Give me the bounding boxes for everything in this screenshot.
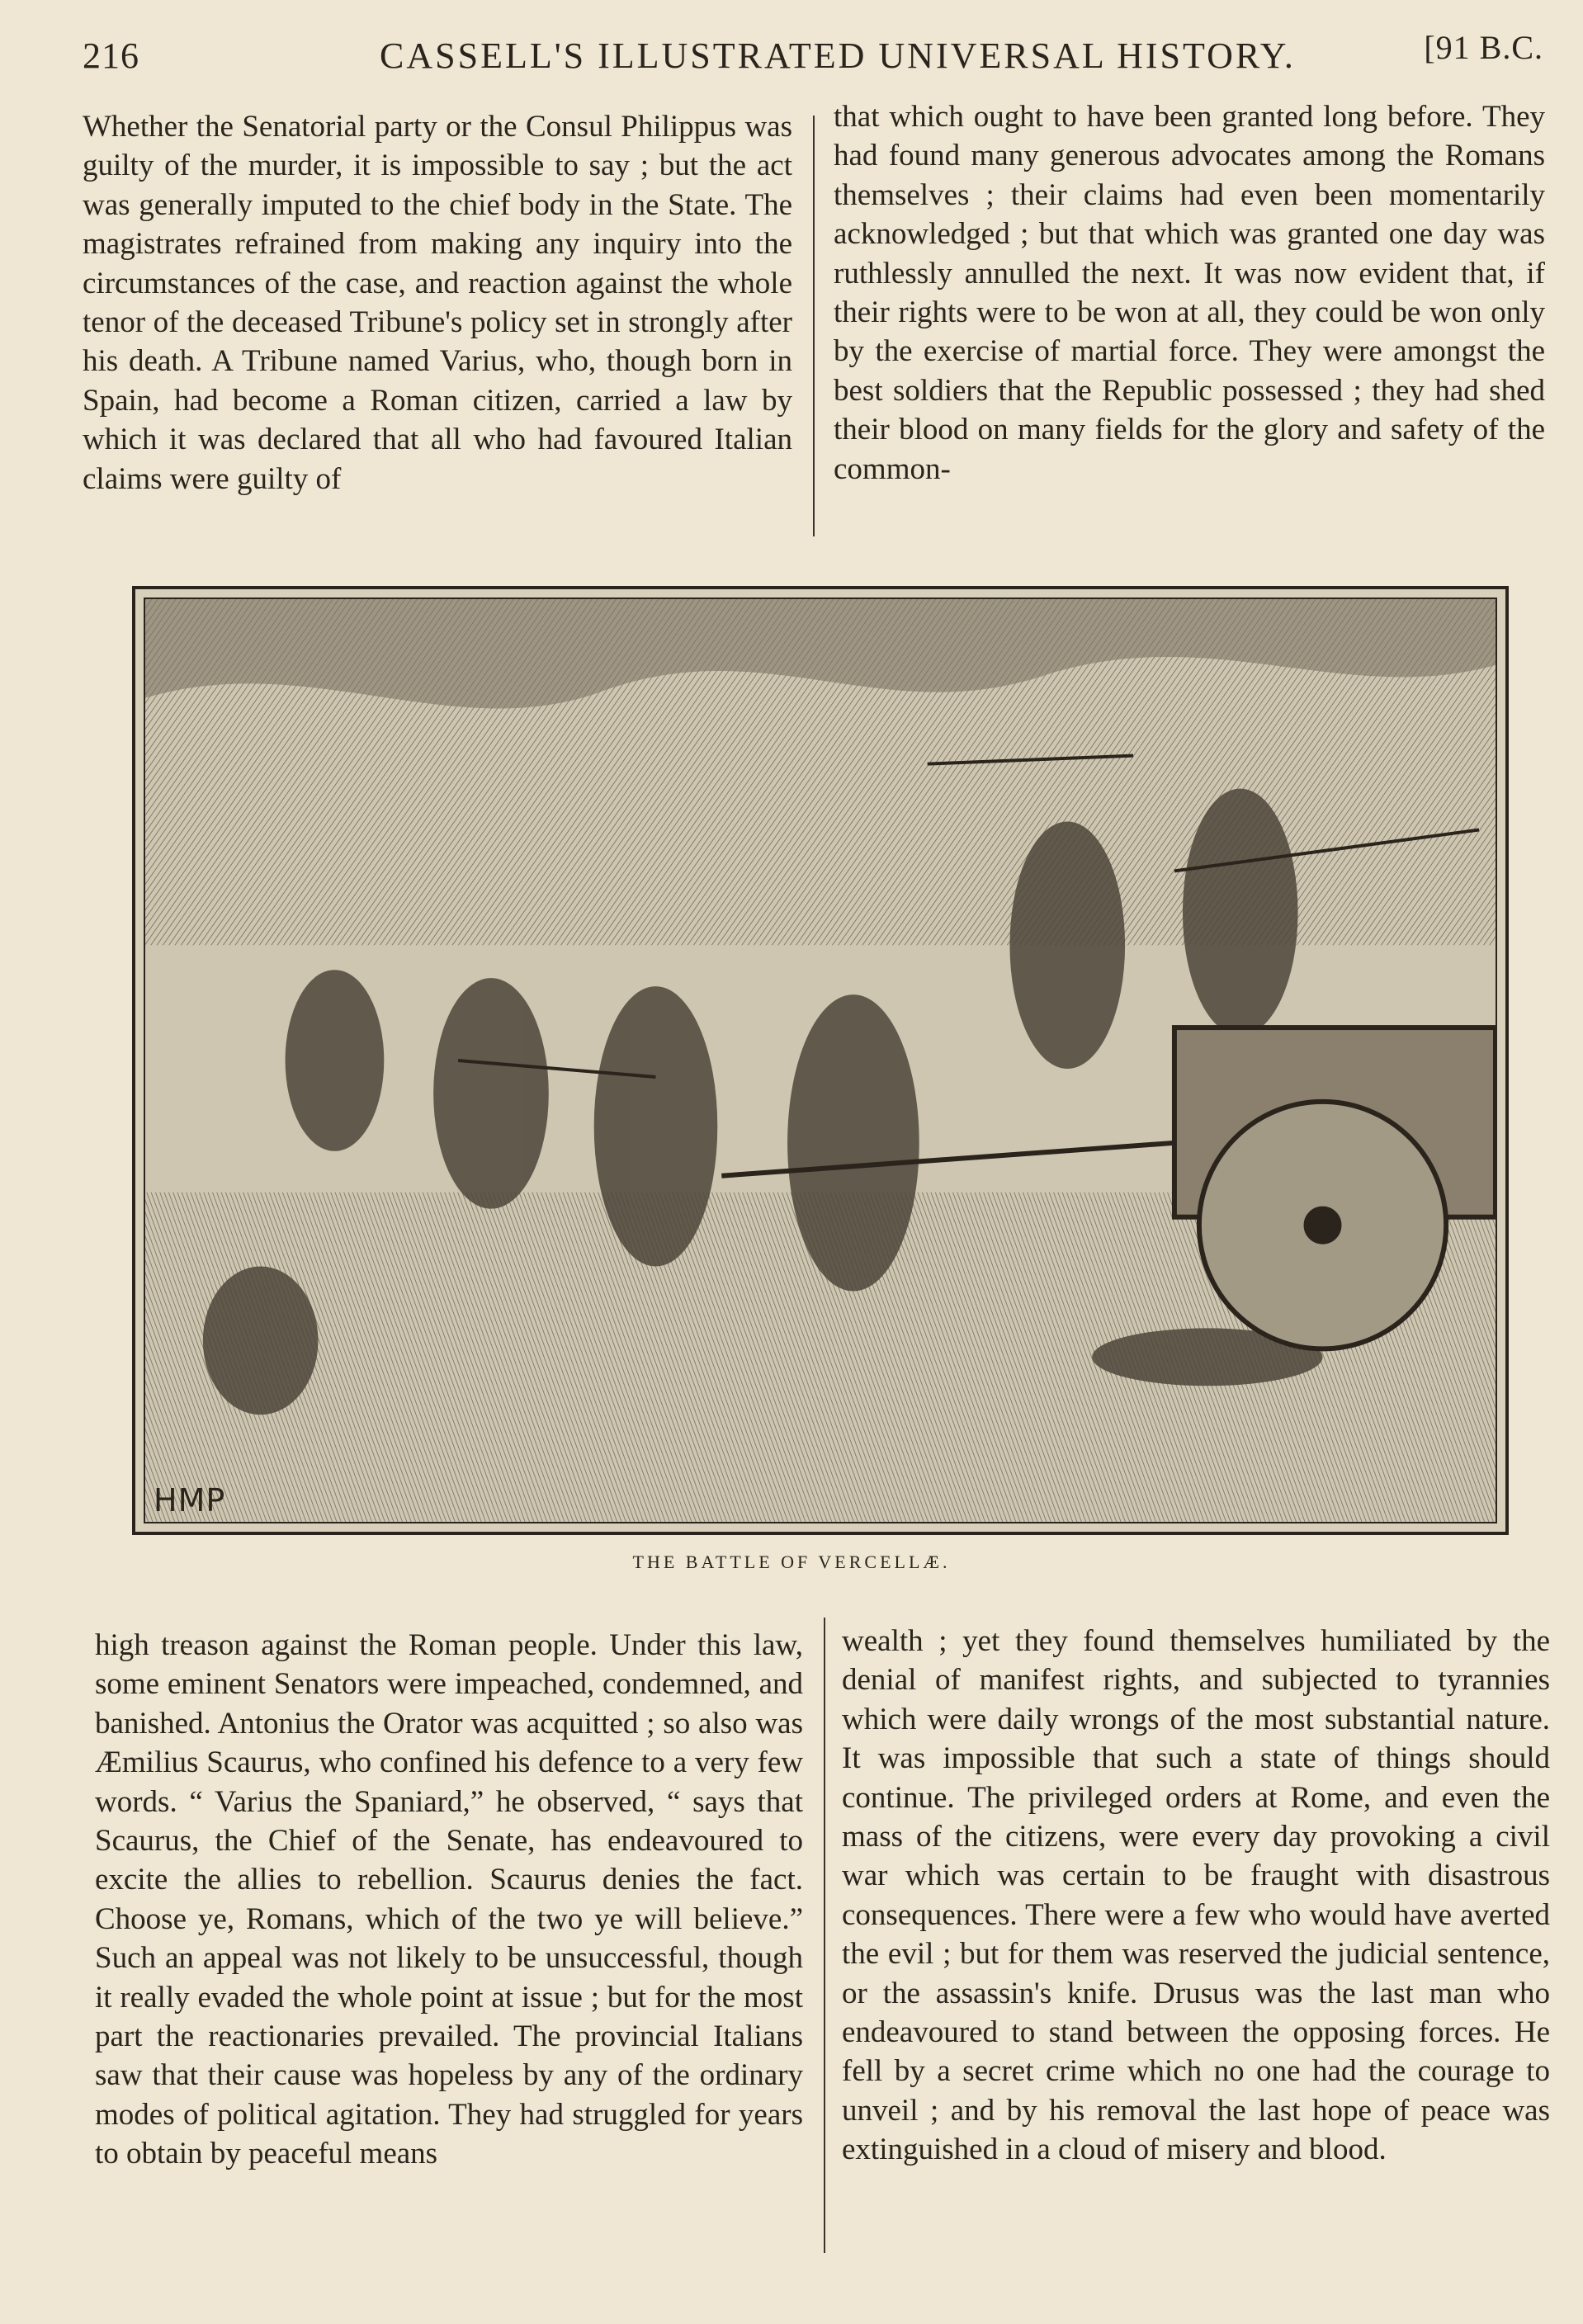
illustration-frame xyxy=(144,598,1497,1523)
text-column-bottom-left: high treason against the Roman people. Under this law, some eminent Senators were impeached, condemned, and banished. Antonius the Orator was acquitted ; so also was Æmilius Scaurus, who confined his defence to a very few words. “ Varius the Spaniard,” he observed, “ says that Scaurus, the Chief of the Senate, has endeavoured to excite the allies to rebellion. Scaurus denies the fact. Choose ye, Romans, which of the two ye will believe.” Such an appeal was not likely to be unsuccessful, though it really evaded the whole point at issue ; but for the most part the reactionaries prevailed. The provincial Italians saw that their cause was hopeless by any of the ordinary modes of political agitation. They had struggled for years to obtain by peaceful means xyxy=(95,1628,803,2171)
figure-caption: THE BATTLE OF VERCELLÆ. xyxy=(632,1552,951,1572)
engraving-image xyxy=(145,599,1496,1522)
column-divider-bottom xyxy=(824,1618,825,2253)
page-number: 216 xyxy=(83,35,139,76)
text-column-top-left: Whether the Senatorial party or the Consul Philippus was guilty of the murder, it is impossible to say ; but the act was generally imputed to the chief body in the State. The magistrates refrained from making any inquiry into the circumstances of the case, and reaction against the whole tenor of the deceased Tribune's policy set in strongly after his death. A Tribune named Varius, who, though born in Spain, had become a Roman citizen, carried a law by which it was declared that all who had favoured Italian claims were guilty of xyxy=(83,110,792,496)
illustration-battle-of-vercellae xyxy=(132,586,1509,1535)
engraver-signature: HMP xyxy=(154,1482,226,1519)
page-header xyxy=(83,28,1543,78)
date-label: [91 B.C. xyxy=(1424,29,1543,66)
text-column-bottom-right: wealth ; yet they found themselves humiliated by the denial of manifest rights, and subjected to tyrannies which were daily wrongs of the most substantial nature. It was impossible that such a state of things should continue. The privileged orders at Rome, and even the mass of the citizens, were every day provoking a civil war which was certain to be fraught with disastrous consequences. There were a few who would have averted the evil ; but for them was reserved the judicial sentence, or the assassin's knife. Drusus was the last man who endeavoured to stand between the opposing forces. He fell by a secret crime which no one had the courage to unveil ; and by his removal the last hope of peace was extinguished in a cloud of misery and blood. xyxy=(842,1624,1550,2167)
running-title: CASSELL'S ILLUSTRATED UNIVERSAL HISTORY. xyxy=(380,35,1296,76)
text-column-top-right: that which ought to have been granted long before. They had found many generous advocates among the Romans themselves ; their claims had even been momentarily acknowledged ; but that which was granted one day was ruthlessly annulled the next. It was now evident that, if their rights were to be won at all, they could be won only by the exercise of martial force. They were amongst the best soldiers that the Republic possessed ; they had shed their blood on many fields for the glory and safety of the common- xyxy=(834,100,1545,486)
column-divider-top xyxy=(813,116,815,536)
